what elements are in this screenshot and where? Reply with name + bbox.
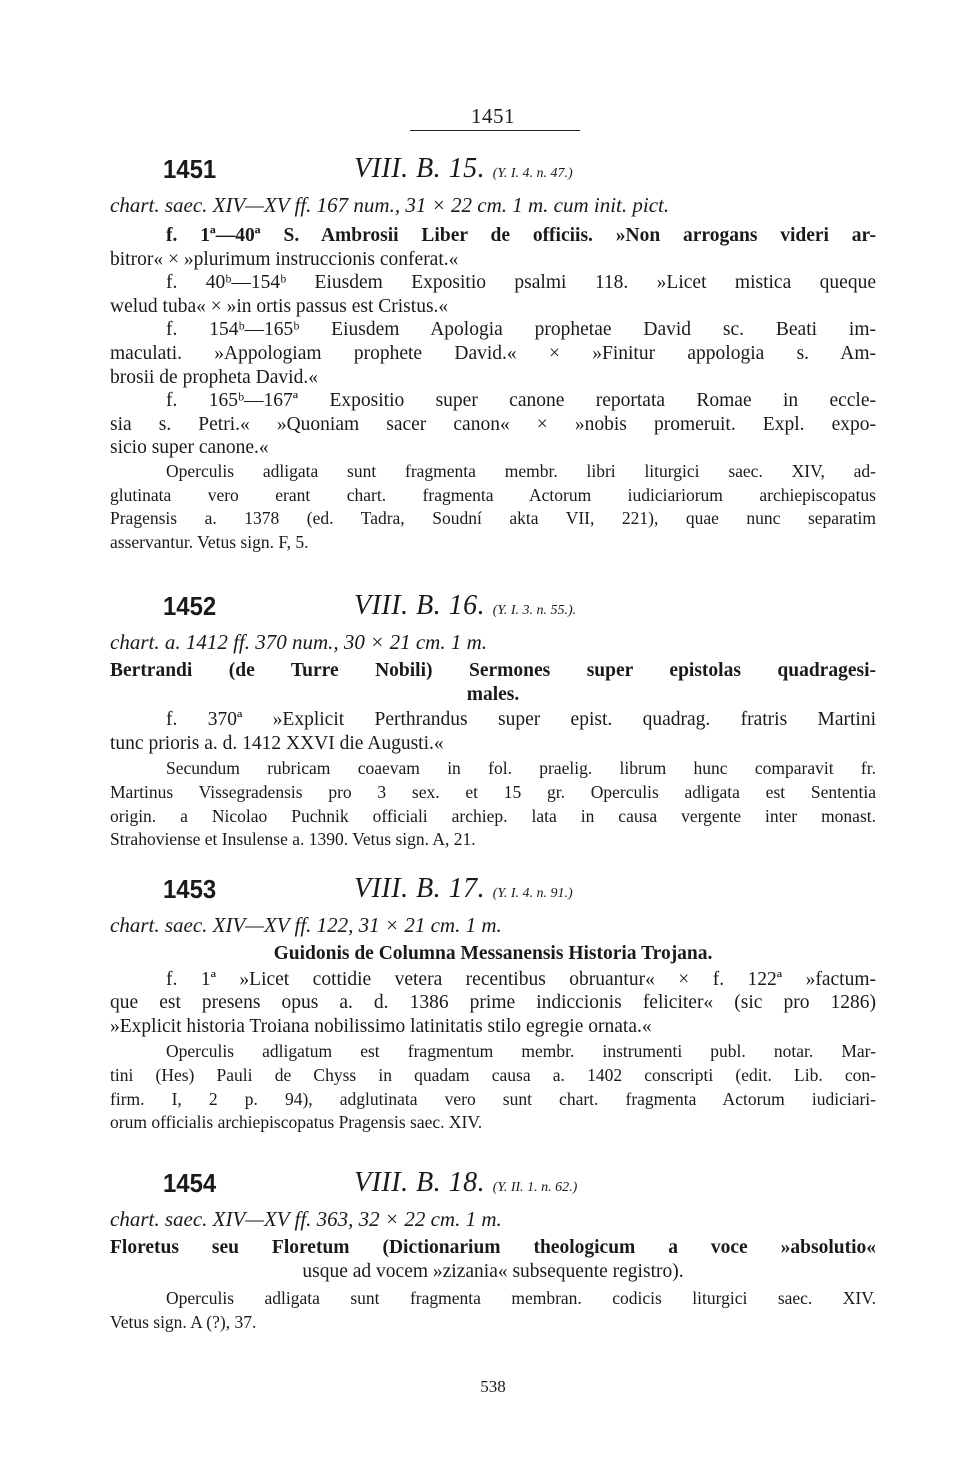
text-line: f. 40ᵇ—154ᵇ Eiusdem Expositio psalmi 118. »Licet mistica queque [166, 272, 876, 294]
entry-number: 1453 [163, 874, 217, 904]
note-line: Operculis adligatum est fragmentum membr. instrumenti publ. notar. Mar- [166, 1041, 876, 1062]
entry-note [110, 460, 876, 554]
old-signature: (Y. I. 3. n. 55.). [492, 603, 577, 618]
entry-note [110, 1040, 876, 1134]
note-line: Operculis adligata sunt fragmenta membran. codicis liturgici saec. XIV. [166, 1288, 876, 1309]
text-line: sicio super canone.« [110, 437, 269, 459]
note-line: Strahoviense et Insulense a. 1390. Vetus sign. A, 21. [110, 829, 476, 850]
note-line: firm. I, 2 p. 94), adglutinata vero sunt chart. fragmenta Actorum iudiciari- [110, 1088, 876, 1109]
contents-text [110, 708, 876, 755]
note-line: Martinus Vissegradensis pro 3 sex. et 15 gr. Operculis adligata est Sententia [110, 781, 876, 802]
work-title [110, 1236, 876, 1283]
text-line: f. 370ª »Explicit Perthrandus super epist. quadrag. fratris Martini [166, 709, 876, 731]
shelf-signature [354, 152, 573, 191]
note-line: orum officialis archiepiscopatus Pragensis saec. XIV. [110, 1112, 483, 1133]
entry-number: 1452 [163, 591, 217, 621]
note-line: Operculis adligata sunt fragmenta membr. libri liturgici saec. XIV, ad- [166, 460, 876, 481]
shelf-signature [354, 872, 573, 911]
text-line: que est presens opus a. d. 1386 prime indiccionis feliciter« (sic pro 1286) [110, 992, 876, 1014]
shelf-signature [354, 1166, 577, 1205]
catalog-entry-1451 [110, 152, 876, 554]
signature-text: VIII. B. 17. [354, 873, 486, 904]
signature-text: VIII. B. 18. [354, 1167, 486, 1198]
old-signature: (Y. I. 4. n. 47.) [492, 166, 573, 181]
text-line: welud tuba« × »in ortis passus est Cristus.« [110, 295, 449, 317]
note-line: Pragensis a. 1378 (ed. Tadra, Soudní akta VII, 221), quae nunc separatim [110, 508, 876, 529]
old-signature: (Y. I. 4. n. 91.) [492, 886, 573, 901]
entry-number: 1451 [163, 154, 217, 184]
entry-note [110, 1287, 876, 1334]
text-line: maculati. »Appologiam prophete David.« × »Finitur appologia s. Am- [110, 342, 876, 364]
text-line: f. 165ᵇ—167ª Expositio super canone reportata Romae in eccle- [166, 390, 876, 412]
text-line: f. 1ª—40ª S. Ambrosii Liber de officiis. »Non arrogans videri ar- [166, 225, 876, 246]
title-line: males. [466, 683, 520, 705]
physical-description: chart. saec. XIV—XV ff. 363, 32 × 22 cm. 1 m. [110, 1207, 502, 1231]
note-line: Vetus sign. A (?), 37. [110, 1311, 257, 1332]
running-head: 1451 [471, 104, 515, 128]
entry-header [110, 152, 876, 186]
catalog-entry-1454 [110, 1166, 876, 1334]
note-line: asservantur. Vetus sign. F, 5. [110, 531, 309, 552]
title-line: usque ad vocem »zizania« subsequente registro). [302, 1260, 684, 1282]
entry-number: 1454 [163, 1168, 217, 1198]
text-line: f. 1ª »Licet cottidie vetera recentibus obruantur« × f. 122ª »factum- [166, 968, 876, 990]
signature-text: VIII. B. 16. [354, 590, 486, 621]
signature-text: VIII. B. 15. [354, 153, 486, 184]
entry-header [110, 1166, 876, 1200]
physical-description: chart. a. 1412 ff. 370 num., 30 × 21 cm. 1 m. [110, 630, 487, 654]
note-line: Secundum rubricam coaevam in fol. praelig. librum hunc comparavit fr. [166, 758, 876, 779]
old-signature: (Y. II. 1. n. 62.) [492, 1180, 578, 1195]
entry-header [110, 872, 876, 906]
text-line: f. 154ᵇ—165ᵇ Eiusdem Apologia prophetae David sc. Beati im- [166, 319, 876, 341]
physical-description: chart. saec. XIV—XV ff. 122, 31 × 21 cm. 1 m. [110, 913, 502, 937]
title-line: Floretus seu Floretum (Dictionarium theologicum a voce »absolutio« [110, 1237, 876, 1258]
text-line: tunc prioris a. d. 1412 XXVI die Augusti.« [110, 732, 444, 754]
catalog-entry-1453 [110, 872, 876, 1135]
contents-text [110, 968, 876, 1039]
note-line: tini (Hes) Pauli de Chyss in quadam causa a. 1402 conscripti (edit. Lib. con- [110, 1064, 876, 1085]
catalog-entry-1452 [110, 589, 876, 852]
note-line: origin. a Nicolao Puchnik officiali archiep. lata in causa vergente inter monast. [110, 805, 876, 826]
contents-text [110, 224, 876, 460]
entry-header [110, 589, 876, 623]
text-line: bitror« × »plurimum instruccionis conferat.« [110, 248, 459, 270]
entry-note [110, 757, 876, 851]
page-number: 538 [480, 1377, 506, 1396]
title-line: Guidonis de Columna Messanensis Historia Trojana. [273, 943, 713, 964]
title-line: Bertrandi (de Turre Nobili) Sermones super epistolas quadragesi- [110, 660, 876, 681]
text-line: »Explicit historia Troiana nobilissimo latinitatis stilo egregie ornata.« [110, 1015, 652, 1037]
work-title [110, 942, 876, 966]
catalog-page [110, 0, 876, 1469]
physical-description: chart. saec. XIV—XV ff. 167 num., 31 × 22 cm. 1 m. cum init. pict. [110, 193, 670, 217]
running-head-rule [410, 130, 580, 131]
shelf-signature [354, 589, 576, 628]
note-line: glutinata vero erant chart. fragmenta Actorum iudiciariorum archiepiscopatus [110, 484, 876, 505]
text-line: sia s. Petri.« »Quoniam sacer canon« × »nobis promeruit. Expl. expo- [110, 413, 876, 435]
work-title [110, 659, 876, 706]
text-line: brosii de propheta David.« [110, 366, 318, 388]
